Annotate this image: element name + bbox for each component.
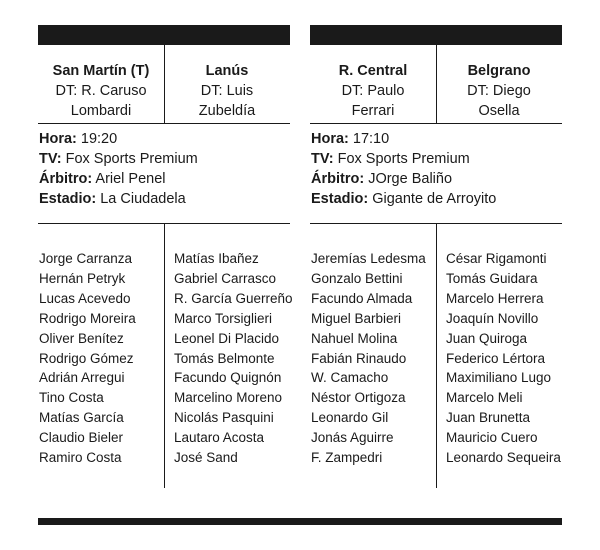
player: Fabián Rinaudo [311, 350, 407, 366]
coach-name-cont: Lombardi [70, 103, 132, 119]
team-name: R. Central [338, 63, 408, 79]
player: Mauricio Cuero [446, 430, 538, 446]
player: Marcelo Meli [446, 390, 523, 406]
player: Federico Lértora [446, 350, 546, 366]
player: Oliver Benítez [39, 330, 124, 346]
player: Juan Brunetta [446, 410, 531, 426]
player: Ramiro Costa [39, 450, 122, 466]
footer-bar [38, 518, 562, 525]
home-team [38, 61, 164, 121]
stadium: Estadio: Gigante de Arroyito [311, 191, 497, 207]
stadium: Estadio: La Ciudadela [39, 191, 186, 207]
team-name: Belgrano [467, 63, 531, 79]
player: Rodrigo Gómez [39, 350, 134, 366]
player: Néstor Ortigoza [311, 390, 406, 406]
player: Jeremías Ledesma [311, 251, 426, 266]
player: Tino Costa [39, 390, 104, 406]
player: Nicolás Pasquini [174, 410, 274, 426]
tv-channel: TV: Fox Sports Premium [39, 151, 198, 167]
player: Rodrigo Moreira [39, 310, 136, 326]
player: Facundo Quignón [174, 370, 282, 386]
coach-name: DT: Luis [200, 83, 254, 99]
divider [436, 224, 437, 488]
player: Gabriel Carrasco [174, 270, 277, 286]
player: Leonardo Gil [311, 410, 389, 426]
player: Tomás Guidara [446, 270, 538, 286]
player: José Sand [174, 450, 238, 466]
player: Miguel Barbieri [311, 310, 402, 326]
away-lineup [174, 249, 293, 468]
player: Marco Torsiglieri [174, 310, 273, 326]
player: Tomás Belmonte [174, 350, 275, 366]
divider [164, 224, 165, 488]
coach-name-cont: Zubeldía [198, 103, 256, 119]
player: Gonzalo Bettini [311, 270, 403, 286]
player: W. Camacho [311, 370, 389, 386]
match-info [311, 129, 496, 209]
header-bar [310, 25, 562, 45]
home-team [310, 61, 436, 121]
away-lineup [446, 249, 561, 468]
match-card-1 [38, 25, 293, 488]
home-lineup [311, 249, 426, 468]
tv-channel: TV: Fox Sports Premium [311, 151, 470, 167]
coach-name-cont: Osella [478, 103, 520, 119]
coach-name: DT: R. Caruso [55, 83, 147, 99]
match-info [39, 129, 198, 209]
player: Nahuel Molina [311, 330, 398, 346]
player: Leonel Di Placido [174, 330, 280, 346]
away-team [164, 61, 290, 121]
team-name: San Martín (T) [52, 63, 150, 79]
player: Marcelino Moreno [174, 390, 283, 406]
divider [38, 123, 290, 124]
player: Juan Quiroga [446, 330, 528, 346]
player: Claudio Bieler [39, 430, 124, 446]
kickoff-time: Hora: 17:10 [311, 131, 390, 147]
home-lineup [39, 249, 136, 468]
team-name: Lanús [205, 63, 249, 79]
player: Jonás Aguirre [311, 430, 394, 446]
player: Lautaro Acosta [174, 430, 265, 446]
player: Adrián Arregui [39, 370, 125, 386]
player: Leonardo Sequeira [446, 450, 561, 466]
referee: Árbitro: JOrge Baliño [311, 171, 453, 187]
player: Lucas Acevedo [39, 290, 131, 306]
coach-name: DT: Paulo [341, 83, 405, 99]
player: Maximiliano Lugo [446, 370, 552, 386]
divider [310, 123, 562, 124]
referee: Árbitro: Ariel Penel [39, 171, 166, 187]
match-card-2 [310, 25, 562, 488]
player: Marcelo Herrera [446, 290, 544, 306]
coach-name-cont: Ferrari [351, 103, 395, 119]
player: F. Zampedri [311, 450, 383, 466]
player: César Rigamonti [446, 251, 547, 266]
away-team [436, 61, 562, 121]
player: Facundo Almada [311, 290, 413, 306]
header-bar [38, 25, 290, 45]
player: Jorge Carranza [39, 251, 133, 266]
player: Matías Ibañez [174, 251, 259, 266]
kickoff-time: Hora: 19:20 [39, 131, 118, 147]
player: Joaquín Novillo [446, 310, 539, 326]
player: R. García Guerreño [174, 290, 293, 306]
player: Hernán Petryk [39, 270, 126, 286]
player: Matías García [39, 410, 124, 426]
coach-name: DT: Diego [467, 83, 531, 99]
